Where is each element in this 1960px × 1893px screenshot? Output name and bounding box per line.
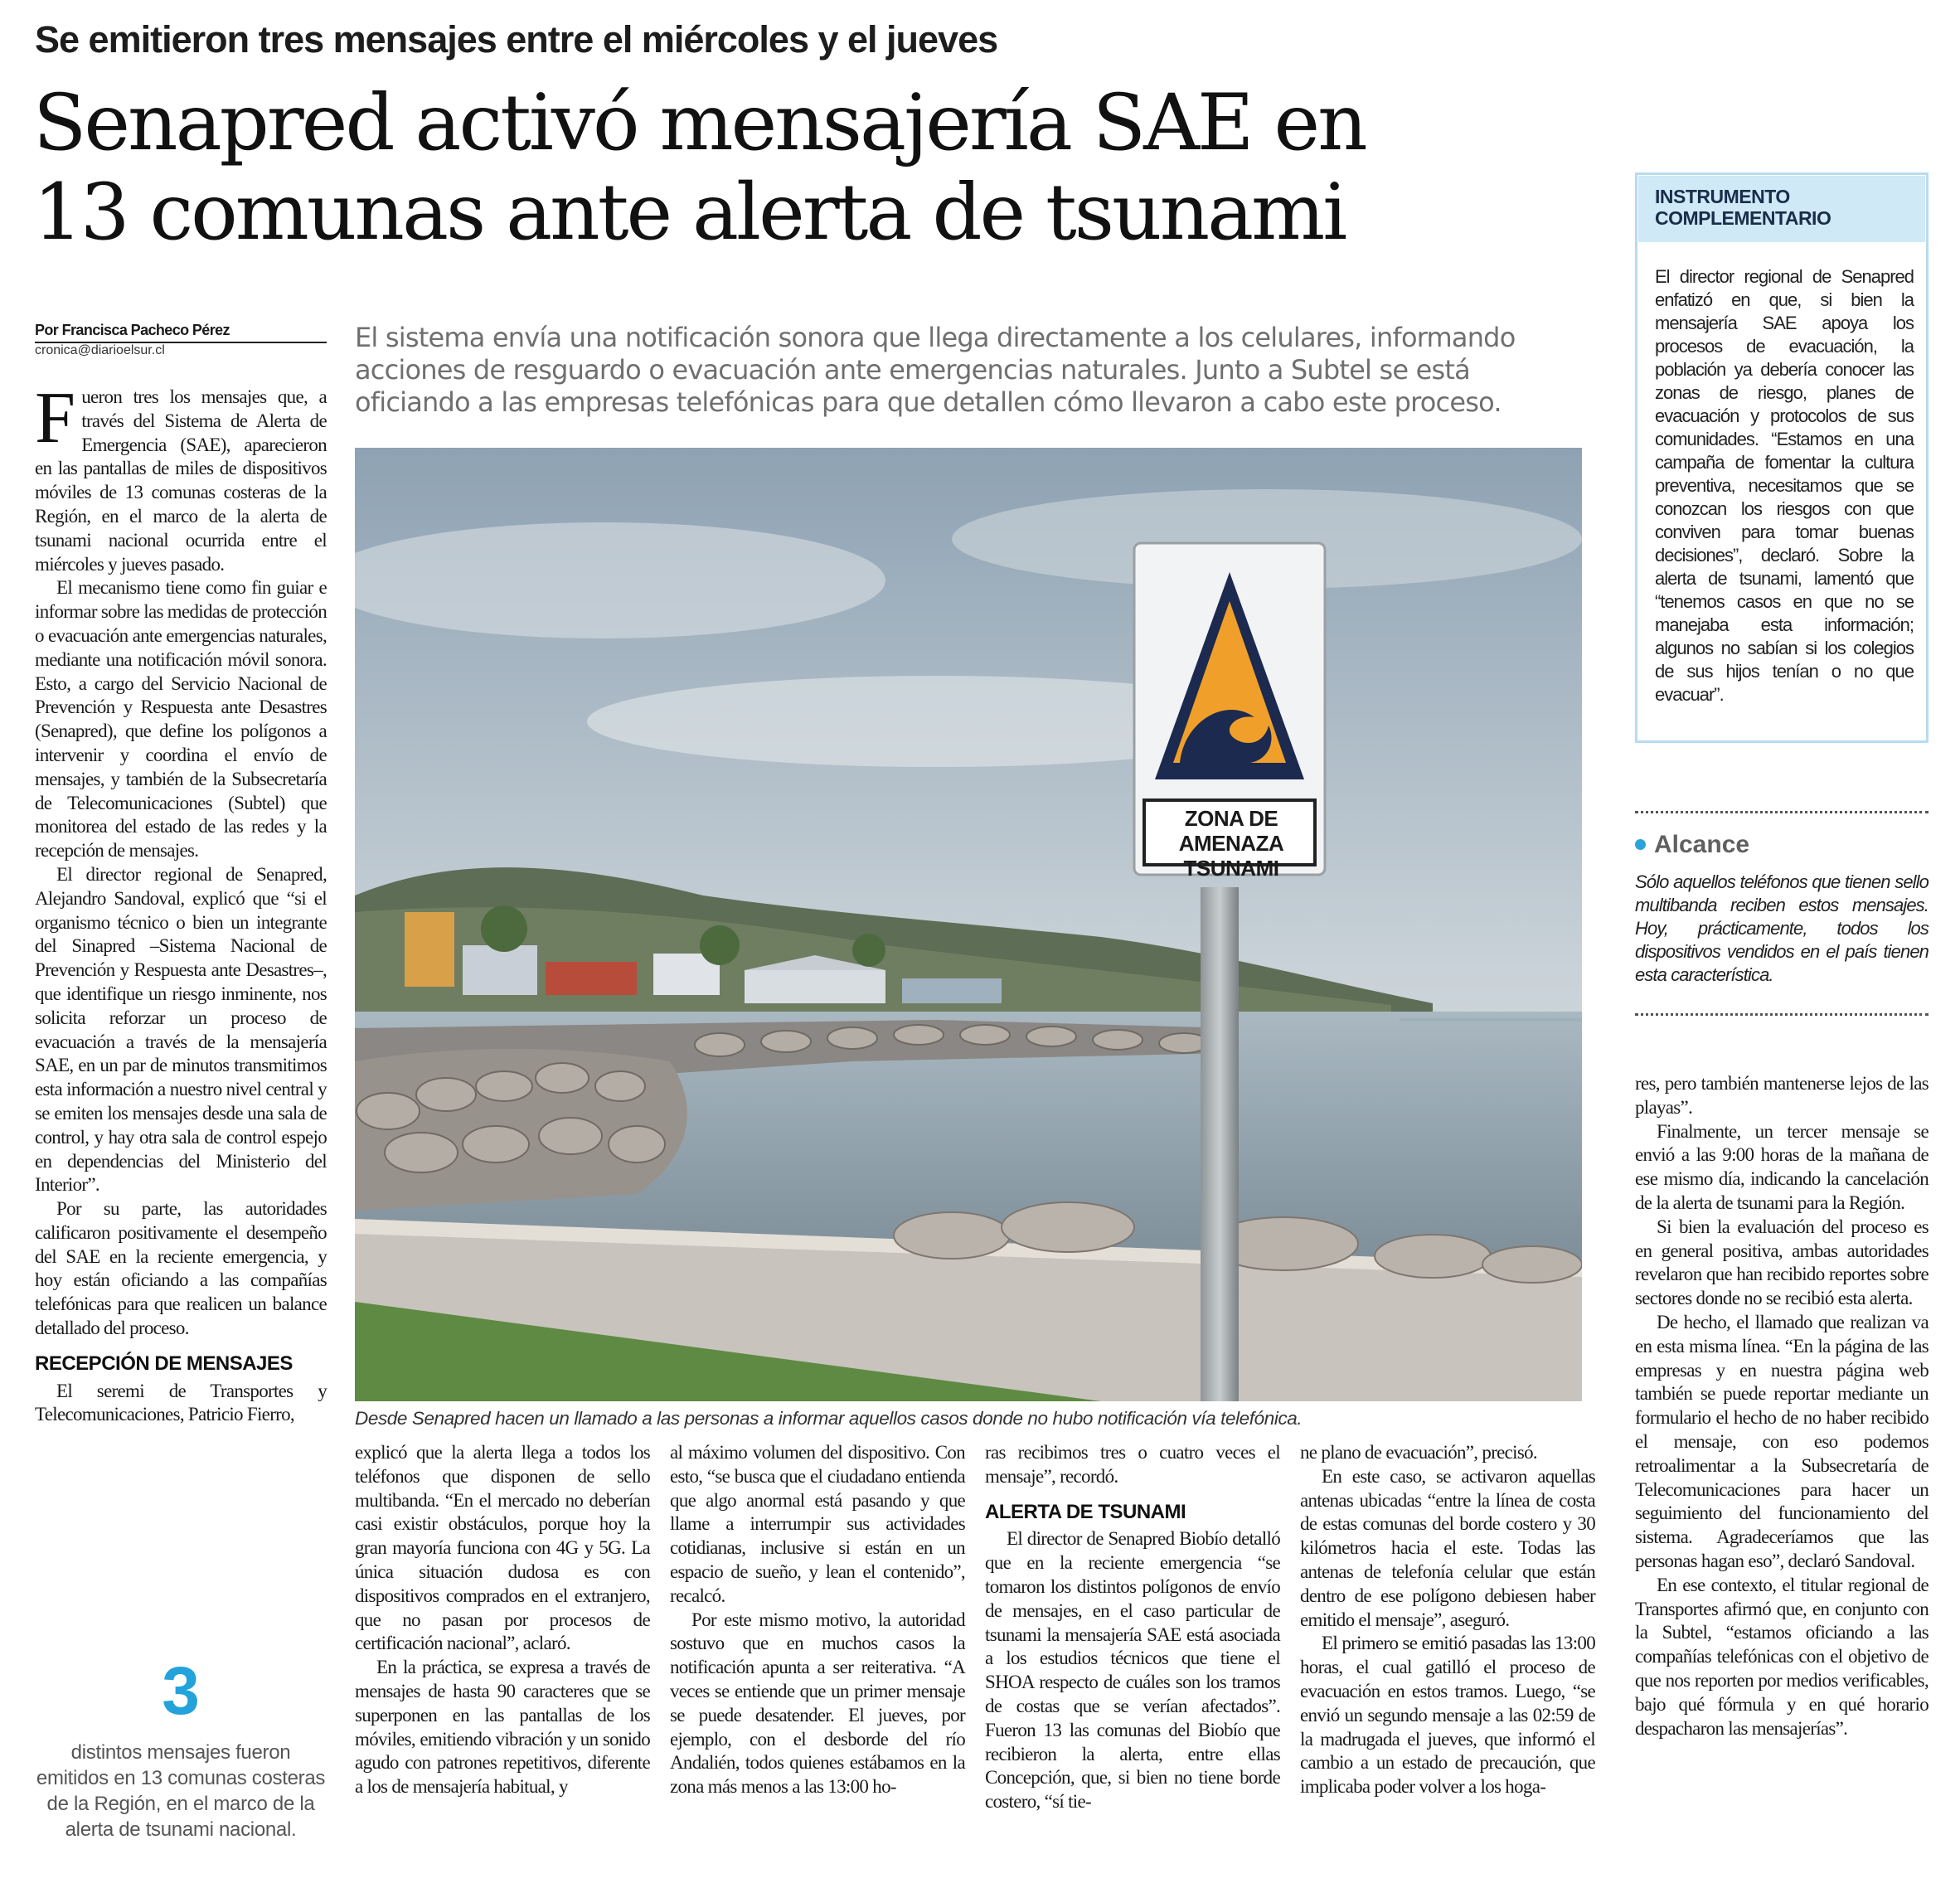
column-3 [670,1441,965,1799]
column-2 [355,1441,650,1799]
paragraph: Por este mismo motivo, la autoridad sostuvo que en muchos casos la notificación apunta a ser reiterativa. “A veces se entiende que un primer mensaje se puede desatender. El jueves, por ejemplo, con el desborde del río Andalién, todos quienes estábamos en la zona más menos a las 13:00 ho- [670,1609,965,1798]
bullet-icon [1635,839,1646,850]
paragraph: Por su parte, las autoridades calificaron positivamente el desempeño del SAE en la reciente emergencia, y hoy están oficiando a las compañías telefónicas para que realicen un balance detallado del proceso. [35,1198,327,1339]
subhead-recepcion: RECEPCIÓN DE MENSAJES [35,1352,293,1375]
byline-author: Por Francisca Pacheco Pérez [35,322,327,343]
sign-line-1: ZONA DE AMENAZA [1178,806,1284,856]
paragraph: Si bien la evaluación del proceso es en general positiva, ambas autoridades revelaron que han recibido reportes sobre sectores donde no se recibió esta alerta. [1635,1216,1928,1309]
paragraph: al máximo volumen del dispositivo. Con esto, “se busca que el ciudadano entienda que algo anormal está pasando y que llame a interrumpir sus actividades cotidianas, inclusive si están en un espacio de sueño, y lean el contenido”, recalcó. [670,1442,965,1606]
stat-text: distintos mensajes fueron emitidos en 13 comunas costeras de la Región, en el marco de la alerta de tsunami nacional. [36,1741,326,1841]
paragraph: explicó que la alerta llega a todos los teléfonos que disponen de sello multibanda. “En el mercado no deberían casi existir obstáculos, porque hoy la gran mayoría funciona con 4G y 5G. La única situación dudosa es con dispositivos comprados en el extranjero, que no pasan por procesos de certificación nacional”, aclaró. [355,1442,650,1654]
paragraph: En la práctica, se expresa a través de mensajes de hasta 90 caracteres que se superponen en las pantallas de los móviles, emitiendo vibración y un sonido agudo con patrones repetitivos, diferente a los de mensajería habitual, y [355,1657,650,1798]
column-6 [1635,1072,1928,1740]
tsunami-sign-photo [355,448,1582,1401]
alcance-title: Alcance [1635,831,1749,859]
paragraph: De hecho, el llamado que realizan va en esta misma línea. “En la página de las empresas y en nuestra página web también se puede reportar mediante un formulario el hecho de no haber recibido el mensaje, con eso podemos retroalimentar a la Subsecretaría de Telecomunicaciones para hacer un seguimiento del funcionamiento del sistema. Agradeceríamos que las personas hagan eso”, declaró Sandoval. [1635,1311,1928,1571]
column-5 [1300,1441,1595,1799]
sign-text [1146,806,1317,881]
paragraph: ras recibimos tres o cuatro veces el mensaje”, recordó. [985,1442,1280,1487]
column-4 [985,1441,1280,1814]
drop-cap: F [35,378,75,459]
deck: El sistema envía una notificación sonora que llega directamente a los celulares, informando acciones de resguardo o evacuación ante emergencias naturales. Junto a Subtel se está oficiando a las empresas telefónicas para que detallen cómo llevaron a cabo este proceso. [355,322,1516,418]
paragraph: El director regional de Senapred, Alejandro Sandoval, explicó que “si el organismo técnico o bien un integrante del Sinapred –Sistema Nacional de Prevención y Respuesta ante Desastres–, que identifique un riesgo inminente, nos solicita reforzar un proceso de evacuación a través de la mensajería SAE, en un par de minutos transmitimos esta información a nuestro nivel central y se emiten los mensajes desde una sala de control, y hay otra sala de control espejo en dependencias del Ministerio del Interior”. [35,863,327,1196]
paragraph: En este caso, se activaron aquellas antenas ubicadas “entre la línea de costa de estas comunas del borde costero y 30 kilómetros hacia el este. Todas las antenas de telefonía celular que están dentro de ese polígono debiesen haber emitido el mensaje”, aseguró. [1300,1465,1595,1630]
kicker: Se emitieron tres mensajes entre el miércoles y el jueves [35,18,998,61]
lead-paragraph: Fueron tres los mensajes que, a través del Sistema de Alerta de Emergencia (SAE), aparecieron en las pantallas de miles de dispositivos móviles de 13 comunas costeras de la Región, en el marco de la alerta de tsunami nacional ocurrida entre el miércoles y jueves pasado. [35,378,327,575]
sidebar-title: INSTRUMENTO COMPLEMENTARIO [1655,186,1831,229]
divider [1635,1013,1928,1016]
paragraph: ne plano de evacuación”, precisó. [1300,1442,1537,1463]
headline-line-1: Senapred activó mensajería SAE en [33,78,1366,168]
headline-line-2: 13 comunas ante alerta de tsunami [33,167,1346,258]
paragraph: El mecanismo tiene como fin guiar e informar sobre las medidas de protección o evacuación ante emergencias naturales, mediante una notificación móvil sonora. Esto, a cargo del Servicio Nacional de Prevención y Respuesta ante Desastres (Senapred), que define los polígonos a intervenir y coordina el envío de mensajes, y también de la Subsecretaría de Telecomunicaciones (Subtel) que monitorea del estado de las redes y la recepción de mensajes. [35,577,327,862]
paragraph: El primero se emitió pasadas las 13:00 horas, el cual gatilló el proceso de evacuación en estos tramos. Luego, “se envió un segundo mensaje a las 02:59 de la madrugada el jueves, que informó el cambio a un estado de precaución, que implicaba poder volver a los hoga- [1300,1633,1595,1798]
sign-line-2: TSUNAMI [1183,856,1279,881]
paragraph: Finalmente, un tercer mensaje se envió a las 9:00 horas de la mañana de ese mismo día, indicando la cancelación de la alerta de tsunami para la Región. [1635,1120,1928,1213]
paragraph: El director de Senapred Biobío detalló que en la reciente emergencia “se tomaron los distintos polígonos de envío de mensajes, en el caso particular de tsunami la mensajería SAE está asociada a los estudios técnicos que tiene el SHOA respecto de cuáles son los tramos de costas que se verían afectados”. Fueron 13 las comunas del Biobío que recibieron la alerta, entre ellas Concepción, que, si bien no tiene borde costero, “sí tie- [985,1528,1280,1813]
column-1 [35,378,327,1427]
subhead-alerta: ALERTA DE TSUNAMI [985,1500,1186,1523]
alcance-body: Sólo aquellos teléfonos que tienen sello multibanda reciben estos mensajes. Hoy, prácticamente, todos los dispositivos vendidos en el país tienen esta característica. [1635,871,1928,985]
headline [33,79,1509,258]
divider [1635,811,1928,813]
paragraph: El seremi de Transportes y Telecomunicaciones, Patricio Fierro, [35,1380,327,1425]
sidebar-body: El director regional de Senapred enfatizó en que, si bien la mensajería SAE apoya los procesos de evacuación, la población ya debería conocer las zonas de riesgo, planes de evacuación y protocolos de sus comunidades. “Estamos en una campaña de fomentar la cultura preventiva, necesitamos que se conozcan los riesgos con que conviven para tomar buenas decisiones”, declaró. Sobre la alerta de tsunami, lamentó que “tenemos casos en que no se manejaba esta información; algunos no sabían si los colegios de sus hijos tenían o no que evacuar”. [1655,266,1914,705]
paragraph: res, pero también mantenerse lejos de las playas”. [1635,1073,1928,1118]
stat-number: 3 [162,1653,200,1729]
paragraph: En ese contexto, el titular regional de Transportes afirmó que, en conjunto con la Subtel, “estamos oficiando a las compañías telefónicas con el objetivo de que nos reporten por medios verificables, bajo qué fórmula y en qué horario despacharon las mensajerías”. [1635,1574,1928,1739]
byline-email[interactable]: cronica@diarioelsur.cl [35,343,165,357]
photo-caption: Desde Senapred hacen un llamado a las personas a informar aquellos casos donde no hubo notificación vía telefónica. [355,1408,1303,1429]
